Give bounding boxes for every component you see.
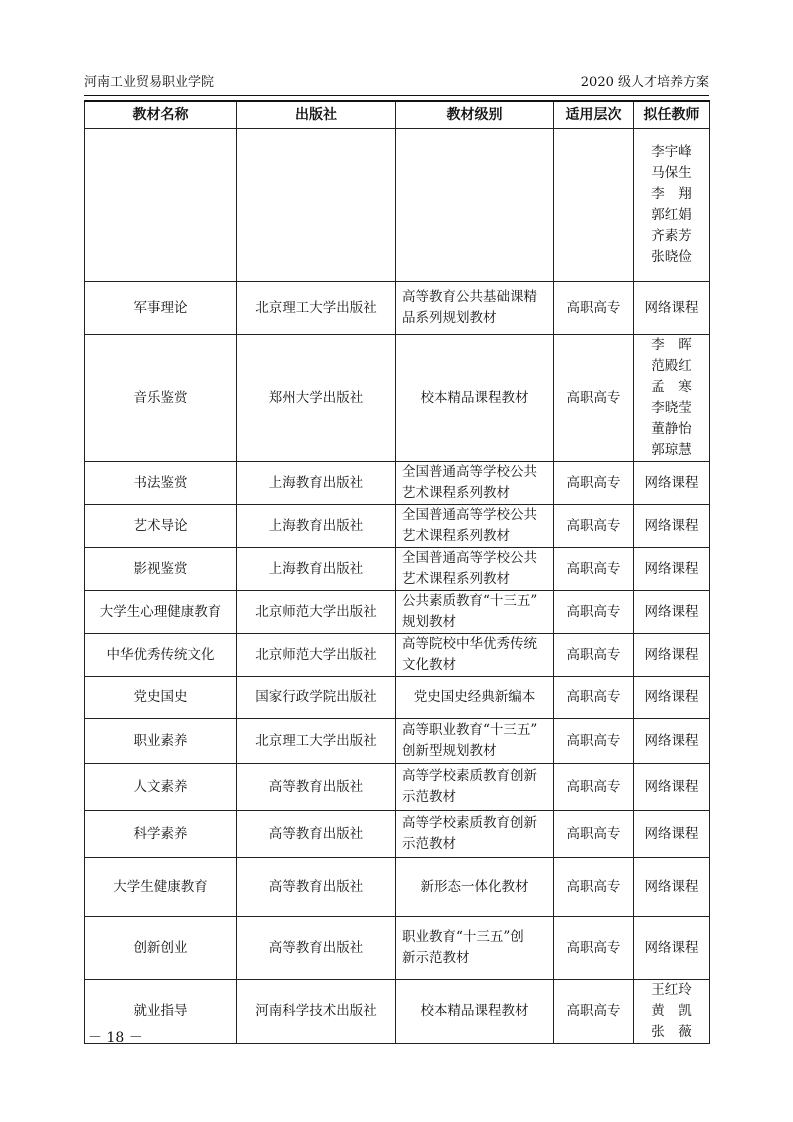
textbook-level-line: 规划教材 <box>402 614 456 630</box>
teacher-name: 网络课程 <box>644 560 699 577</box>
applicable-level: 高职高专 <box>554 634 634 677</box>
teacher <box>634 719 710 764</box>
textbook-level-line: 党史国史经典新编本 <box>413 689 536 705</box>
page-number: － 18 － <box>88 1030 143 1046</box>
textbook-name: 书法鉴赏 <box>85 462 237 505</box>
applicable-level: 高职高专 <box>554 548 634 591</box>
textbook-name: 创新创业 <box>85 917 237 980</box>
teacher-name: 郭红娟 <box>651 207 692 223</box>
publisher: 北京师范大学出版社 <box>237 591 396 634</box>
school-name: 河南工业贸易职业学院 <box>84 75 215 90</box>
table-row <box>85 282 710 335</box>
textbook-name: 大学生心理健康教育 <box>85 591 237 634</box>
publisher: 高等教育出版社 <box>237 917 396 980</box>
col-header-teacher: 拟任教师 <box>634 101 710 129</box>
table-row <box>85 764 710 811</box>
teacher-name: 网络课程 <box>644 825 699 842</box>
col-header-name: 教材名称 <box>85 101 237 129</box>
textbook-level-line: 文化教材 <box>402 657 456 673</box>
table-row <box>85 548 710 591</box>
table-row <box>85 858 710 917</box>
publisher: 北京理工大学出版社 <box>237 719 396 764</box>
teacher <box>634 858 710 917</box>
textbook-level <box>396 980 554 1044</box>
textbook-table <box>84 100 710 1044</box>
textbook-name: 人文素养 <box>85 764 237 811</box>
textbook-name: 职业素养 <box>85 719 237 764</box>
teacher <box>634 282 710 335</box>
textbook-name: 科学素养 <box>85 811 237 858</box>
textbook-level-line: 全国普通高等学校公共 <box>402 464 537 480</box>
textbook-name: 党史国史 <box>85 677 237 719</box>
teacher <box>634 505 710 548</box>
textbook-level-line: 示范教材 <box>402 789 456 805</box>
applicable-level: 高职高专 <box>554 591 634 634</box>
textbook-level <box>396 764 554 811</box>
textbook-level-line: 高等院校中华优秀传统 <box>402 636 537 652</box>
teacher <box>634 811 710 858</box>
teacher-name: 网络课程 <box>644 603 699 620</box>
publisher: 上海教育出版社 <box>237 505 396 548</box>
textbook-level <box>396 129 554 282</box>
textbook-name: 就业指导 <box>85 980 237 1044</box>
textbook-level <box>396 917 554 980</box>
teacher-name: 网络课程 <box>644 778 699 795</box>
teacher <box>634 591 710 634</box>
applicable-level: 高职高专 <box>554 505 634 548</box>
applicable-level: 高职高专 <box>554 677 634 719</box>
table-body <box>85 129 710 1044</box>
applicable-level: 高职高专 <box>554 462 634 505</box>
applicable-level: 高职高专 <box>554 282 634 335</box>
textbook-level <box>396 811 554 858</box>
table-row <box>85 591 710 634</box>
applicable-level: 高职高专 <box>554 980 634 1044</box>
textbook-level-line: 艺术课程系列教材 <box>402 571 510 587</box>
textbook-name <box>85 129 237 282</box>
teacher <box>634 677 710 719</box>
teacher-name: 网络课程 <box>644 939 699 956</box>
teacher-name: 黄 凯 <box>651 1003 692 1019</box>
table-row <box>85 719 710 764</box>
publisher: 北京理工大学出版社 <box>237 282 396 335</box>
textbook-level <box>396 282 554 335</box>
teacher <box>634 462 710 505</box>
publisher: 高等教育出版社 <box>237 858 396 917</box>
teacher-name: 李宇峰 <box>651 144 692 160</box>
textbook-level-line: 全国普通高等学校公共 <box>402 550 537 566</box>
table-row <box>85 335 710 462</box>
teacher-name: 张晓俭 <box>651 249 692 265</box>
teacher-name: 网络课程 <box>644 474 699 491</box>
col-header-publisher: 出版社 <box>237 101 396 129</box>
table-row <box>85 634 710 677</box>
applicable-level <box>554 129 634 282</box>
textbook-name: 军事理论 <box>85 282 237 335</box>
textbook-level-line: 高等职业教育“十三五” <box>402 722 538 738</box>
textbook-name: 艺术导论 <box>85 505 237 548</box>
textbook-name: 大学生健康教育 <box>85 858 237 917</box>
textbook-level <box>396 462 554 505</box>
teacher <box>634 129 710 282</box>
header-rule <box>84 95 709 96</box>
textbook-level-line: 校本精品课程教材 <box>420 389 529 406</box>
publisher <box>237 129 396 282</box>
textbook-level-line: 新示范教材 <box>402 950 470 966</box>
textbook-level-line: 新形态一体化教材 <box>420 878 529 895</box>
table-row <box>85 129 710 282</box>
teacher-name: 张 薇 <box>651 1024 692 1040</box>
applicable-level: 高职高专 <box>554 917 634 980</box>
textbook-level-line: 艺术课程系列教材 <box>402 485 510 501</box>
textbook-level-line: 公共素质教育“十三五” <box>402 593 538 609</box>
textbook-level <box>396 634 554 677</box>
textbook-name: 影视鉴赏 <box>85 548 237 591</box>
textbook-name: 音乐鉴赏 <box>85 335 237 462</box>
table-row <box>85 462 710 505</box>
teacher <box>634 548 710 591</box>
textbook-level <box>396 858 554 917</box>
teacher <box>634 335 710 462</box>
table-row <box>85 677 710 719</box>
publisher: 国家行政学院出版社 <box>237 677 396 719</box>
table-row <box>85 811 710 858</box>
teacher-name: 网络课程 <box>644 299 699 316</box>
teacher-name: 董静怡 <box>651 421 692 437</box>
applicable-level: 高职高专 <box>554 335 634 462</box>
teacher-name: 范殿红 <box>651 358 692 374</box>
teacher-name: 网络课程 <box>644 689 699 705</box>
applicable-level: 高职高专 <box>554 811 634 858</box>
textbook-level-line: 艺术课程系列教材 <box>402 528 510 544</box>
teacher <box>634 634 710 677</box>
applicable-level: 高职高专 <box>554 858 634 917</box>
applicable-level: 高职高专 <box>554 764 634 811</box>
page-header <box>84 72 709 94</box>
table-header-row <box>85 101 710 129</box>
textbook-level <box>396 719 554 764</box>
teacher-name: 孟 寒 <box>651 379 692 395</box>
textbook-level-line: 全国普通高等学校公共 <box>402 507 537 523</box>
textbook-level <box>396 548 554 591</box>
textbook-level <box>396 335 554 462</box>
teacher <box>634 980 710 1044</box>
col-header-level: 教材级别 <box>396 101 554 129</box>
teacher-name: 马保生 <box>651 165 692 181</box>
publisher: 北京师范大学出版社 <box>237 634 396 677</box>
textbook-level-line: 品系列规划教材 <box>402 310 497 326</box>
textbook-level <box>396 591 554 634</box>
applicable-level: 高职高专 <box>554 719 634 764</box>
textbook-level-line: 职业教育“十三五”创 <box>402 929 524 945</box>
teacher-name: 网络课程 <box>644 517 699 534</box>
teacher <box>634 917 710 980</box>
textbook-level <box>396 505 554 548</box>
table-row <box>85 980 710 1044</box>
publisher: 高等教育出版社 <box>237 764 396 811</box>
textbook-level-line: 示范教材 <box>402 836 456 852</box>
document-title: 2020 级人才培养方案 <box>580 75 709 90</box>
textbook-name: 中华优秀传统文化 <box>85 634 237 677</box>
teacher-name: 网络课程 <box>644 646 699 663</box>
textbook-level-line: 高等学校素质教育创新 <box>402 768 537 784</box>
teacher-name: 郭琼慧 <box>651 442 692 458</box>
textbook-level-line: 高等学校素质教育创新 <box>402 815 537 831</box>
table-row <box>85 917 710 980</box>
publisher: 上海教育出版社 <box>237 462 396 505</box>
publisher: 上海教育出版社 <box>237 548 396 591</box>
table-row <box>85 505 710 548</box>
teacher-name: 李 晖 <box>651 337 692 353</box>
textbook-level-line: 创新型规划教材 <box>402 743 497 759</box>
teacher-name: 齐素芳 <box>651 228 692 244</box>
textbook-level-line: 校本精品课程教材 <box>420 1003 529 1019</box>
col-header-scope: 适用层次 <box>554 101 634 129</box>
teacher-name: 李 翔 <box>651 186 692 202</box>
teacher-name: 李晓莹 <box>651 400 692 416</box>
teacher-name: 网络课程 <box>644 732 699 749</box>
publisher: 郑州大学出版社 <box>237 335 396 462</box>
textbook-level <box>396 677 554 719</box>
teacher-name: 王红玲 <box>651 982 692 998</box>
publisher: 河南科学技术出版社 <box>237 980 396 1044</box>
teacher <box>634 764 710 811</box>
teacher-name: 网络课程 <box>644 878 699 895</box>
textbook-level-line: 高等教育公共基础课精 <box>402 289 537 305</box>
publisher: 高等教育出版社 <box>237 811 396 858</box>
